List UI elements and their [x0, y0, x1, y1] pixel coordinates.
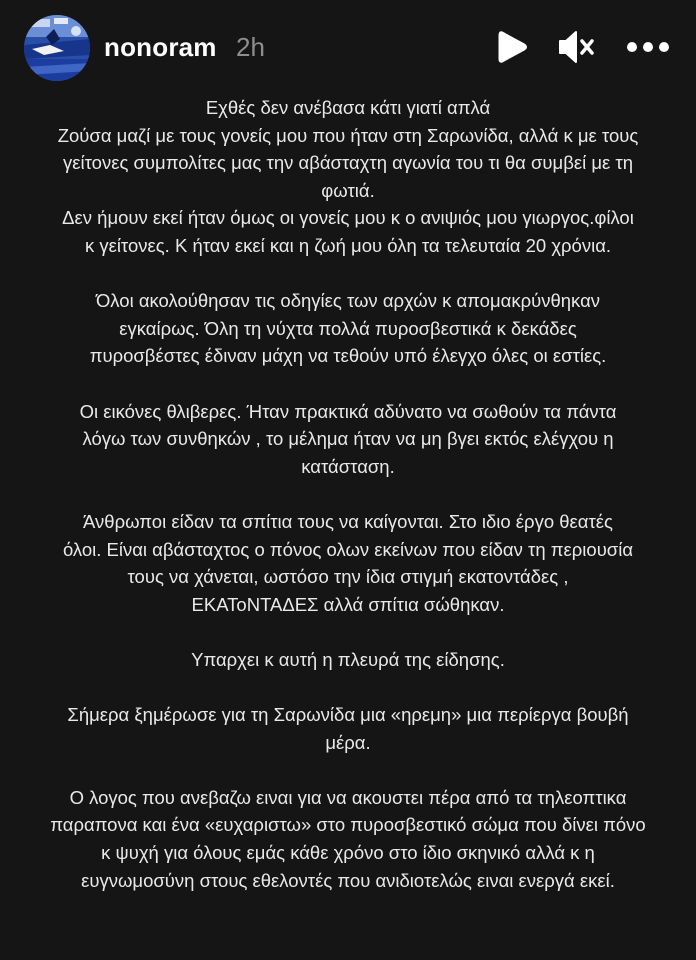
story-paragraph: [20, 287, 676, 370]
story-paragraph: [20, 784, 676, 894]
story-text-line: κ γείτονες. Κ ήταν εκεί και η ζωή μου όλη τα τελευταία 20 χρόνια.: [84, 234, 612, 256]
story-text-line: Δεν ήμουν εκεί ήταν όμως οι γονείς μου κ ο ανιψιός μου γιωργος.φίλοι: [62, 207, 634, 229]
timestamp: 2h: [236, 32, 265, 62]
more-options-button[interactable]: [624, 28, 672, 66]
speaker-muted-icon: [556, 28, 596, 66]
avatar-image: [24, 15, 90, 81]
story-text-line: παραπονα και ένα «ευχαριστω» στο πυροσβεστικό σώμα που δίνει πόνο: [50, 814, 646, 836]
story-text-line: ευγνωμοσύνη στους εθελοντές που ανιδιοτελώς ειναι ενεργά εκεί.: [81, 869, 615, 891]
play-button[interactable]: [494, 28, 530, 66]
story-text-line: Ζούσα μαζί με τους γονείς μου που ήταν στη Σαρωνίδα, αλλά κ με τους: [57, 124, 639, 146]
story-text-line: πυροσβέστες έδιναν μάχη να τεθούν υπό έλεγχο όλες οι εστίες.: [89, 345, 607, 367]
story-paragraph: [20, 94, 676, 260]
story-text-line: τους να χάνεται, ωστόσο την ίδια στιγμή εκατοντάδες ,: [127, 566, 569, 588]
avatar[interactable]: [24, 15, 90, 81]
more-horizontal-icon: [624, 28, 672, 66]
story-text-line: Εχθές δεν ανέβασα κάτι γιατί απλά: [205, 97, 491, 118]
play-icon: [494, 28, 530, 66]
story-text-line: μέρα.: [325, 731, 371, 753]
username[interactable]: nonoram: [104, 32, 217, 62]
story-text-line: κατάσταση.: [301, 455, 395, 477]
story-text-line: γείτονες συμπολίτες μας την αβάσταχτη αγωνία του τι θα συμβεί με τη: [63, 152, 633, 174]
story-text-line: όλοι. Είναι αβάσταχτος ο πόνος ολων εκείνων που είδαν τη περιουσία: [62, 538, 634, 560]
story-paragraph: [20, 508, 676, 618]
story-text-line: Οι εικόνες θλιβερες. Ήταν πρακτικά αδύνατο να σωθούν τα πάντα: [79, 400, 617, 422]
story-paragraph: [20, 701, 676, 756]
story-text-line: λόγω των συνθηκών , το μέλημα ήταν να μη βγει εκτός ελέγχου η: [82, 428, 614, 450]
story-paragraph: [20, 398, 676, 481]
story-text-line: φωτιά.: [321, 179, 375, 201]
story-text-line: ΕΚΑΤοΝΤΑΔΕΣ αλλά σπίτια σώθηκαν.: [191, 593, 505, 615]
story-header: [0, 0, 696, 96]
mute-button[interactable]: [556, 28, 596, 66]
story-text-line: Άνθρωποι είδαν τα σπίτια τους να καίγονται. Στο ιδιο έργο θεατές: [83, 510, 613, 532]
story-text-line: Όλοι ακολούθησαν τις οδηγίες των αρχών κ απομακρύνθηκαν: [95, 290, 601, 312]
story-text-line: εγκαίρως. Όλη τη νύχτα πολλά πυροσβεστικά κ δεκάδες: [119, 317, 577, 339]
story-text-line: Σήμερα ξημέρωσε για τη Σαρωνίδα μια «ηρεμη» μια περίεργα βουβή: [67, 704, 629, 726]
story-text-line: κ ψυχή για όλους εμάς κάθε χρόνο στο ίδιο σκηνικό αλλά κ η: [101, 842, 595, 864]
story-text: [20, 94, 676, 922]
story-text-line: Ο λογος που ανεβαζω ειναι για να ακουστει πέρα από τα τηλεοπτικα: [69, 786, 627, 808]
story-text-line: Υπαρχει κ αυτή η πλευρά της είδησης.: [191, 648, 505, 670]
story-paragraph: [20, 646, 676, 674]
